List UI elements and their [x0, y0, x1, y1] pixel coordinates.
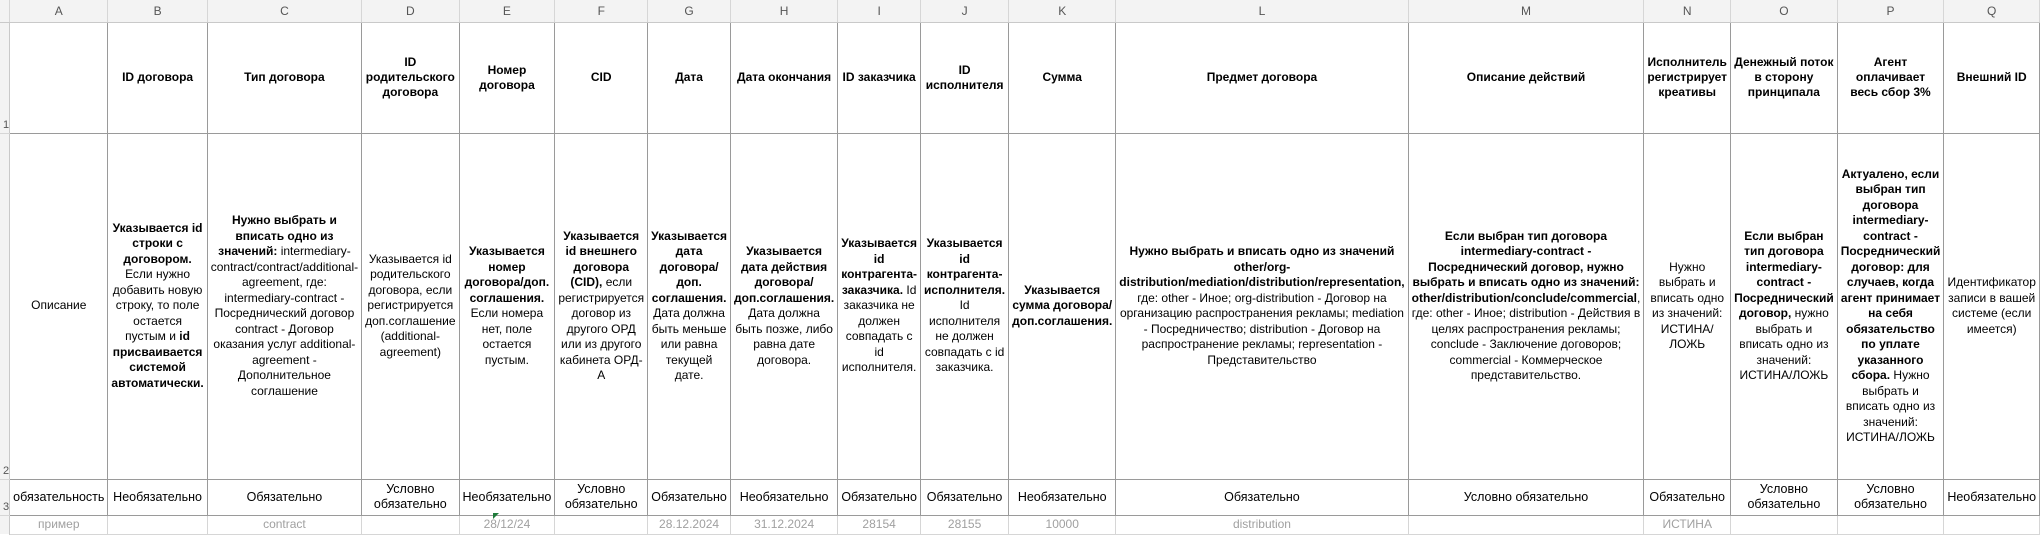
cell-f2[interactable]: [555, 133, 648, 479]
cell-p2-bold: Актуалено, если выбран тип договора intermediary-contract - Посреднический договор: для случаев, когда агент принимает на себя обязательство по уплате указанного сбора.: [1840, 166, 1941, 382]
column-header-n[interactable]: N: [1644, 0, 1731, 22]
cell-o3[interactable]: Условно обязательно: [1731, 479, 1838, 515]
cell-j4[interactable]: 28155: [921, 515, 1009, 534]
column-header-f[interactable]: F: [555, 0, 648, 22]
cell-h2-bold: Указывается дата действия договора/доп.соглашения.: [734, 244, 835, 305]
cell-f2-text: если регистрируется договор из другого ОРД или из другого кабинета ОРД-А: [558, 275, 645, 382]
column-header-m[interactable]: M: [1408, 0, 1644, 22]
cell-e2-bold: Указывается номер договора/доп. соглашения.: [464, 244, 550, 305]
example-row: [0, 515, 2040, 534]
cell-m2[interactable]: [1408, 133, 1644, 479]
row-number-1[interactable]: 1: [0, 22, 10, 133]
column-header-g[interactable]: G: [648, 0, 731, 22]
cell-o2-bold: Если выбран тип договора intermediary-contract - Посреднический договор,: [1734, 228, 1834, 320]
column-header-p[interactable]: P: [1837, 0, 1944, 22]
cell-c1[interactable]: Тип договора: [207, 22, 361, 133]
cell-j3[interactable]: Обязательно: [921, 479, 1009, 515]
cell-e3[interactable]: Необязательно: [459, 479, 555, 515]
column-header-row: [0, 0, 2040, 22]
column-header-a[interactable]: A: [10, 0, 108, 22]
cell-c3[interactable]: Обязательно: [207, 479, 361, 515]
cell-m3[interactable]: Условно обязательно: [1408, 479, 1644, 515]
cell-a1[interactable]: [10, 22, 108, 133]
cell-b3[interactable]: Необязательно: [108, 479, 207, 515]
cell-g2[interactable]: [648, 133, 731, 479]
cell-f2-bold: Указывается id внешнего договора (CID),: [563, 228, 640, 289]
cell-m2-bold: Если выбран тип договора intermediary-contract - Посреднический договор, нужно выбрать и вписать одно из значений: other/distribution/conclude/commercial: [1411, 228, 1640, 305]
cell-h4[interactable]: 31.12.2024: [731, 515, 838, 534]
cell-i2[interactable]: [838, 133, 921, 479]
cell-l2-text: где: other - Иное; org-distribution - Договор на организацию распространения рекламы; mediation - Посредничество; distribution - Договор на распространение рекламы; representation - Представительство: [1119, 290, 1404, 367]
cell-j2[interactable]: [921, 133, 1009, 479]
cell-c2[interactable]: [207, 133, 361, 479]
cell-m4[interactable]: [1408, 515, 1644, 534]
cell-g1[interactable]: Дата: [648, 22, 731, 133]
cell-p1[interactable]: Агент оплачивает весь сбор 3%: [1837, 22, 1944, 133]
cell-g2-bold: Указывается дата договора/доп. соглашения.: [651, 228, 728, 305]
cell-p2[interactable]: [1837, 133, 1944, 479]
column-header-i[interactable]: I: [838, 0, 921, 22]
cell-o1[interactable]: Денежный поток в сторону принципала: [1731, 22, 1838, 133]
cell-a4[interactable]: пример: [10, 515, 108, 534]
cell-l3[interactable]: Обязательно: [1116, 479, 1408, 515]
cell-b2-bold-2: id присваивается системой автоматически.: [111, 329, 204, 390]
cell-o4[interactable]: [1731, 515, 1838, 534]
cell-i2-bold: Указывается id контрагента-заказчика.: [841, 236, 918, 297]
cell-f1[interactable]: CID: [555, 22, 648, 133]
cell-k1[interactable]: Сумма: [1009, 22, 1116, 133]
cell-c2-bold: Нужно выбрать и вписать одно из значений:: [218, 213, 337, 258]
cell-i2-text: Id заказчика не должен совпадать с id исполнителя.: [841, 282, 917, 375]
cell-j2-text: Id исполнителя не должен совпадать с id заказчика.: [924, 298, 1005, 375]
cell-p3[interactable]: Условно обязательно: [1837, 479, 1944, 515]
cell-g3[interactable]: Обязательно: [648, 479, 731, 515]
cell-q2[interactable]: Идентификатор записи в вашей системе (если имеется): [1944, 133, 2040, 479]
cell-p2-text: Нужно выбрать и вписать одно из значений: ИСТИНА/ЛОЖЬ: [1845, 368, 1936, 444]
cell-d2[interactable]: Указывается id родительского договора, если регистрируется доп.соглашение (additional-agreement): [362, 133, 459, 479]
cell-e2[interactable]: [459, 133, 555, 479]
cell-l4[interactable]: distribution: [1116, 515, 1408, 534]
cell-j1[interactable]: ID исполнителя: [921, 22, 1009, 133]
column-header-j[interactable]: J: [921, 0, 1009, 22]
cell-b2-text: Если нужно добавить новую строку, то поле остается пустым и: [112, 267, 203, 344]
cell-f4[interactable]: [555, 515, 648, 534]
cell-a3[interactable]: обязательность: [10, 479, 108, 515]
obligation-row: [0, 479, 2040, 515]
cell-e1[interactable]: Номер договора: [459, 22, 555, 133]
cell-c4[interactable]: contract: [207, 515, 361, 534]
cell-e4[interactable]: 28/12/24: [459, 515, 555, 534]
cell-q1[interactable]: Внешний ID: [1944, 22, 2040, 133]
column-header-e[interactable]: E: [459, 0, 555, 22]
cell-m1[interactable]: Описание действий: [1408, 22, 1644, 133]
cell-k2[interactable]: [1009, 133, 1116, 479]
cell-d1[interactable]: ID родительского договора: [362, 22, 459, 133]
cell-i1[interactable]: ID заказчика: [838, 22, 921, 133]
cell-b1[interactable]: ID договора: [108, 22, 207, 133]
cell-o2[interactable]: [1731, 133, 1838, 479]
cell-d4[interactable]: [362, 515, 459, 534]
row-number-4[interactable]: [0, 515, 10, 534]
cell-q4[interactable]: [1944, 515, 2040, 534]
cell-j2-bold: Указывается id контрагента-исполнителя.: [924, 236, 1006, 297]
cell-p4[interactable]: [1837, 515, 1944, 534]
cell-q3[interactable]: Необязательно: [1944, 479, 2040, 515]
cell-l1[interactable]: Предмет договора: [1116, 22, 1408, 133]
cell-m2-text: , где: other - Иное; distribution - Действия в целях распространения рекламы; conclude - Заключение договоров; commercial - Коммерческое представительство.: [1411, 290, 1641, 382]
cell-i3[interactable]: Обязательно: [838, 479, 921, 515]
cell-g2-text: Дата должна быть меньше или равна текущей дате.: [651, 306, 727, 382]
row-number-3[interactable]: 3: [0, 479, 10, 515]
select-all-corner[interactable]: [0, 0, 10, 22]
cell-n4[interactable]: ИСТИНА: [1644, 515, 1731, 534]
cell-error-indicator-icon[interactable]: [493, 513, 499, 519]
cell-l2-bold: Нужно выбрать и вписать одно из значений other/org-distribution/mediation/distribution/representation,: [1119, 244, 1405, 289]
cell-f3[interactable]: Условно обязательно: [555, 479, 648, 515]
cell-a2[interactable]: Описание: [10, 133, 108, 479]
cell-n3[interactable]: Обязательно: [1644, 479, 1731, 515]
description-row: [0, 133, 2040, 479]
column-header-b[interactable]: B: [108, 0, 207, 22]
column-header-l[interactable]: L: [1116, 0, 1408, 22]
cell-o2-text: нужно выбрать и вписать одно из значений: ИСТИНА/ЛОЖЬ: [1739, 306, 1829, 382]
column-header-d[interactable]: D: [362, 0, 459, 22]
cell-e2-text: Если номера нет, поле остается пустым.: [470, 306, 544, 367]
column-header-o[interactable]: O: [1731, 0, 1838, 22]
cell-b2-bold-1: Указывается id строки с договором.: [112, 220, 203, 266]
cell-i4[interactable]: 28154: [838, 515, 921, 534]
cell-h2-text: Дата должна быть позже, либо равна дате договора.: [735, 306, 833, 367]
cell-l2[interactable]: [1116, 133, 1408, 479]
cell-k4[interactable]: 10000: [1009, 515, 1116, 534]
cell-h2[interactable]: [731, 133, 838, 479]
column-header-c[interactable]: C: [207, 0, 361, 22]
cell-b2[interactable]: [108, 133, 207, 479]
cell-n1[interactable]: Исполнитель регистрирует креативы: [1644, 22, 1731, 133]
column-header-k[interactable]: K: [1009, 0, 1116, 22]
cell-h3[interactable]: Необязательно: [731, 479, 838, 515]
column-header-q[interactable]: Q: [1944, 0, 2040, 22]
cell-h1[interactable]: Дата окончания: [731, 22, 838, 133]
cell-k2-bold: Указывается сумма договора/доп.соглашения.: [1012, 282, 1113, 328]
row-number-2[interactable]: 2: [0, 133, 10, 479]
header-row: [0, 22, 2040, 133]
cell-n2[interactable]: Нужно выбрать и вписать одно из значений: ИСТИНА/ЛОЖЬ: [1644, 133, 1731, 479]
cell-g4[interactable]: 28.12.2024: [648, 515, 731, 534]
cell-c2-text: intermediary-contract/contract/additional-agreement, где: intermediary-contract - Посреднический договор contract - Договор оказания услуг additional-agreement - Дополнительное соглашение: [210, 244, 359, 398]
cell-b4[interactable]: [108, 515, 207, 534]
cell-k3[interactable]: Необязательно: [1009, 479, 1116, 515]
cell-d3[interactable]: Условно обязательно: [362, 479, 459, 515]
column-header-h[interactable]: H: [731, 0, 838, 22]
